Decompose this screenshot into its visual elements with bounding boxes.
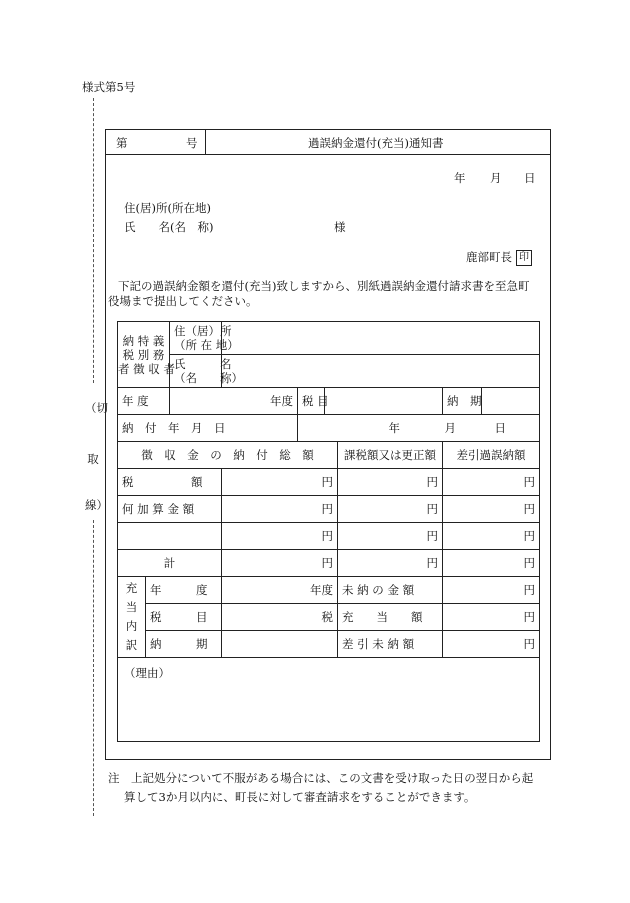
row-surcharge-paid: 円	[222, 496, 338, 523]
app-tax-item-label: 税 目	[146, 604, 222, 631]
name-value-cell	[222, 355, 540, 388]
note	[108, 769, 558, 807]
app-char-2: 当	[125, 600, 138, 614]
body-line-1: 下記の過誤納金額を還付(充当)致しますから、別紙過誤納金還付請求書を至急町	[118, 279, 530, 293]
row-blank-paid: 円	[222, 523, 338, 550]
app-unpaid-label: 未 納 の 金 額	[338, 577, 443, 604]
number-label-go: 号	[186, 136, 198, 150]
payer-group-line-3: 者 徴 収 者	[118, 361, 175, 376]
date-month: 月	[490, 171, 502, 185]
date-day: 日	[524, 171, 536, 185]
row-surcharge-label: 何 加 算 金 額	[118, 496, 222, 523]
app-appropriated-label: 充 当 額	[338, 604, 443, 631]
cut-char-3: 線）	[85, 498, 108, 512]
honorific: 様	[334, 220, 346, 234]
year-label-cell: 年 度	[118, 388, 170, 415]
name-header-cell	[170, 355, 243, 388]
term-value-cell	[482, 388, 540, 415]
app-char-4: 訳	[125, 638, 138, 652]
app-tax-item-value: 税	[222, 604, 338, 631]
reason-label: （理由）	[124, 666, 170, 680]
date-year: 年	[454, 171, 466, 185]
payer-group-line-2: 税 別 務	[122, 347, 165, 362]
address-value-cell	[222, 322, 540, 355]
form-number: 様式第5号	[82, 80, 136, 94]
row-total-paid: 円	[222, 550, 338, 577]
col-diff: 差引過誤納額	[443, 442, 540, 469]
year-value-cell: 年度	[170, 388, 298, 415]
term-label-cell: 納 期	[443, 388, 482, 415]
row-surcharge-assessed: 円	[338, 496, 443, 523]
col-assessed: 課税額又は更正額	[338, 442, 443, 469]
row-total-label: 計	[118, 550, 222, 577]
cut-char-2: 取	[87, 452, 99, 466]
appropriation-label-cell	[118, 577, 146, 658]
name-header-2: （名 称）	[174, 371, 243, 385]
seal-mark: 印	[516, 250, 532, 266]
body-line-2: 役場まで提出してください。	[108, 294, 258, 308]
issuer	[466, 249, 532, 266]
reason-cell	[118, 658, 540, 742]
app-appropriated-value: 円	[443, 604, 540, 631]
row-total-diff: 円	[443, 550, 540, 577]
row-tax-label: 税 額	[118, 469, 222, 496]
app-char-3: 内	[125, 619, 138, 633]
row-blank-label	[118, 523, 222, 550]
app-remaining-value: 円	[443, 631, 540, 658]
app-year-label: 年 度	[146, 577, 222, 604]
address-header-1: 住（居）所	[174, 324, 232, 338]
payer-group-line-1: 納 特 義	[122, 333, 165, 348]
note-line-1: 注 上記処分について不服がある場合には、この文書を受け取った日の翌日から起	[108, 771, 534, 785]
row-tax-assessed: 円	[338, 469, 443, 496]
paid-month: 月	[444, 421, 456, 435]
row-total-assessed: 円	[338, 550, 443, 577]
col-total-paid: 徴 収 金 の 納 付 総 額	[118, 442, 338, 469]
address-header-cell	[170, 322, 239, 355]
cut-line-top	[93, 98, 94, 383]
refund-table	[117, 321, 540, 742]
app-char-1: 充	[125, 581, 138, 595]
row-tax-diff: 円	[443, 469, 540, 496]
app-term-value	[222, 631, 338, 658]
name-header-1: 氏 名	[174, 357, 232, 371]
paid-date-value-cell	[298, 415, 540, 442]
row-blank-diff: 円	[443, 523, 540, 550]
cut-line-bottom	[93, 520, 94, 816]
number-label-dai: 第	[116, 136, 128, 150]
paid-year: 年	[388, 421, 400, 435]
app-remaining-label: 差 引 未 納 額	[338, 631, 443, 658]
tax-item-label-cell: 税 目	[298, 388, 325, 415]
name-label: 氏 名(名 称)	[124, 220, 214, 234]
app-unpaid-value: 円	[443, 577, 540, 604]
title-divider	[205, 129, 206, 155]
paid-day: 日	[494, 421, 506, 435]
row-blank-assessed: 円	[338, 523, 443, 550]
address-header-2: （所 在 地）	[174, 338, 239, 352]
payer-group-cell	[118, 322, 175, 388]
row-surcharge-diff: 円	[443, 496, 540, 523]
app-term-label: 納 期	[146, 631, 222, 658]
address-label: 住(居)所(所在地)	[124, 201, 211, 215]
document-title: 過誤納金還付(充当)通知書	[308, 136, 444, 150]
note-line-2: 算して3か月以内に、町長に対して審査請求をすることができます。	[124, 790, 476, 804]
paid-date-label-cell: 納 付 年 月 日	[118, 415, 298, 442]
row-tax-paid: 円	[222, 469, 338, 496]
issuer-name: 鹿部町長	[466, 250, 512, 264]
tax-item-value-cell	[325, 388, 443, 415]
app-year-value: 年度	[222, 577, 338, 604]
cut-char-1: （切	[85, 401, 108, 415]
